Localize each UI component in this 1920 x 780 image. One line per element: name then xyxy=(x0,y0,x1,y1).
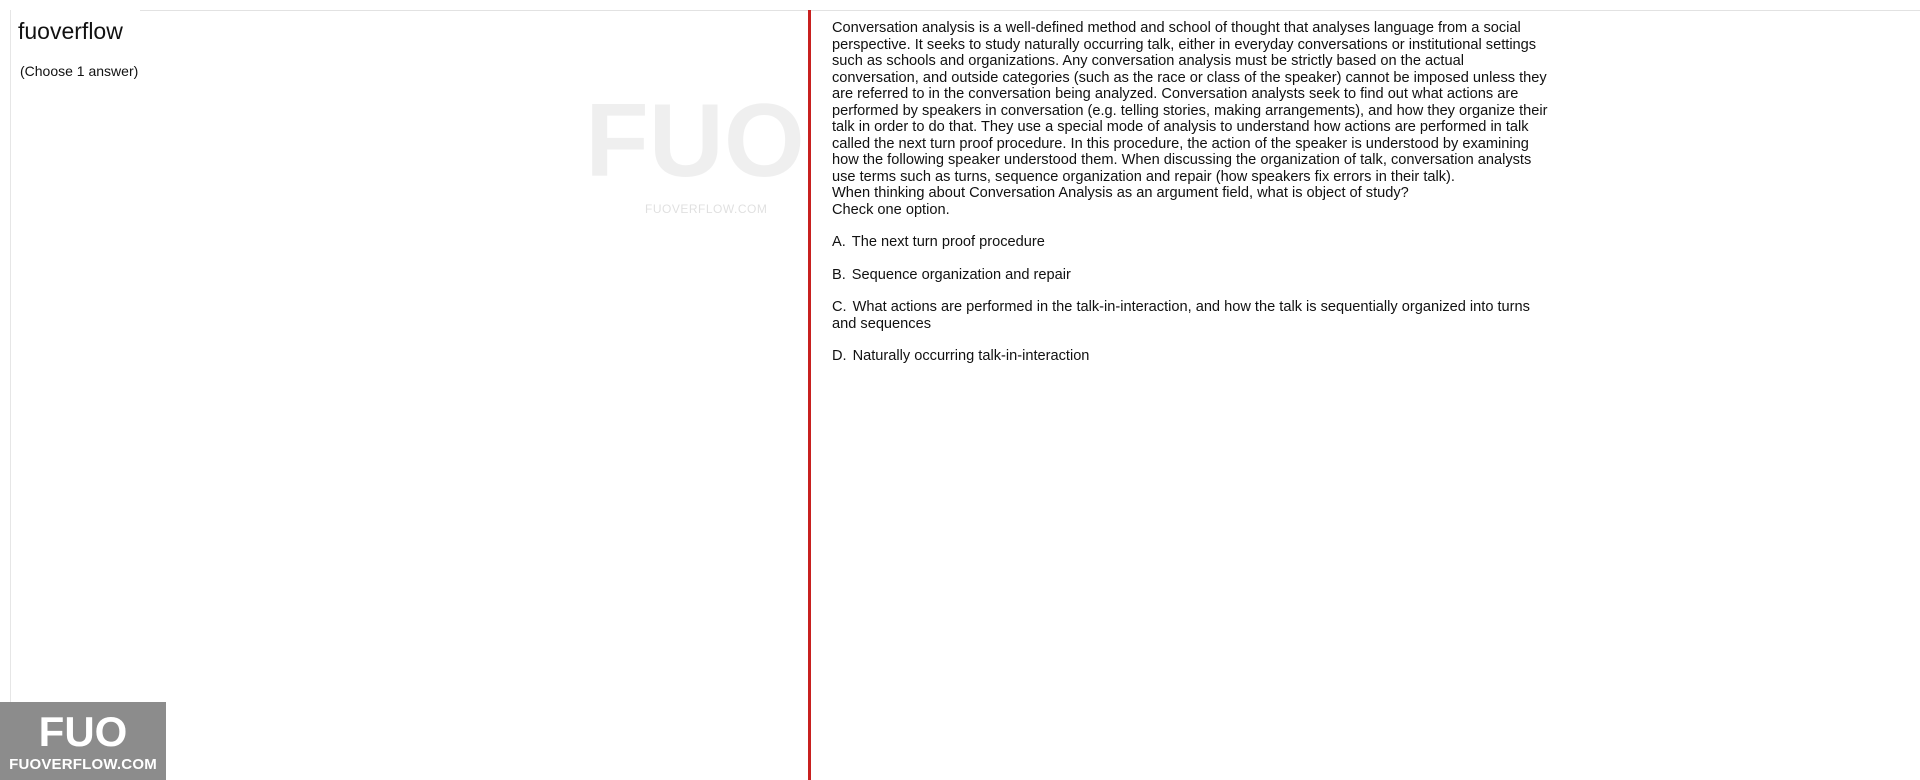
option-d[interactable] xyxy=(832,348,1552,365)
svg-text:FUO: FUO xyxy=(585,83,805,199)
question-passage: Conversation analysis is a well-defined method and school of thought that analyses language from a social perspective. It seeks to study naturally occurring talk, either in everyday conversations or institutional settings such as schools and organizations. Any conversation analysis must be strictly based on the actual conversation, and outside categories (such as the race or class of the speaker) cannot be imposed unless they are referred to in the conversation being analyzed. Conversation analysts seek to find out what actions are performed by speakers in conversation (e.g. telling stories, making arrangements), and how they organize their talk in order to do that. They use a special mode of analysis to understand how actions are performed in talk called the next turn proof procedure. In this procedure, the action of the speaker is understood by examining how the following speaker understood them. When discussing the organization of talk, conversation analysts use terms such as turns, sequence organization and repair (how speakers fix errors in their talk). xyxy=(832,20,1548,185)
watermark-text: FUOVERFLOW.COM xyxy=(645,202,768,216)
option-letter: C. xyxy=(832,299,847,315)
option-a[interactable] xyxy=(832,234,1552,251)
panel-divider xyxy=(808,10,811,780)
top-rule xyxy=(140,10,1920,11)
option-letter: D. xyxy=(832,348,847,364)
logo-caption: FUOVERFLOW.COM xyxy=(9,756,157,773)
watermark-logo-icon xyxy=(585,83,805,199)
option-text: What actions are performed in the talk-in-interaction, and how the talk is sequentially organized into turns and sequences xyxy=(832,299,1530,332)
option-letter: A. xyxy=(832,234,846,250)
logo-mark-text: FUO xyxy=(38,708,128,755)
option-c[interactable] xyxy=(832,299,1552,332)
option-letter: B. xyxy=(832,266,846,283)
question-panel xyxy=(832,20,1552,381)
choose-hint: (Choose 1 answer) xyxy=(20,63,139,79)
option-text: The next turn proof procedure xyxy=(851,234,1045,250)
question-prompt: When thinking about Conversation Analysis as an argument field, what is object of study? xyxy=(832,185,1409,201)
site-brand: fuoverflow xyxy=(18,18,123,44)
fuo-logo-icon xyxy=(38,708,128,755)
question-instruction: Check one option. xyxy=(832,201,950,218)
option-b[interactable] xyxy=(832,267,1552,284)
left-rule xyxy=(10,10,11,780)
fuoverflow-logo[interactable] xyxy=(0,702,166,780)
option-text: Naturally occurring talk-in-interaction xyxy=(852,348,1090,364)
option-text: Sequence organization and repair xyxy=(851,266,1071,283)
